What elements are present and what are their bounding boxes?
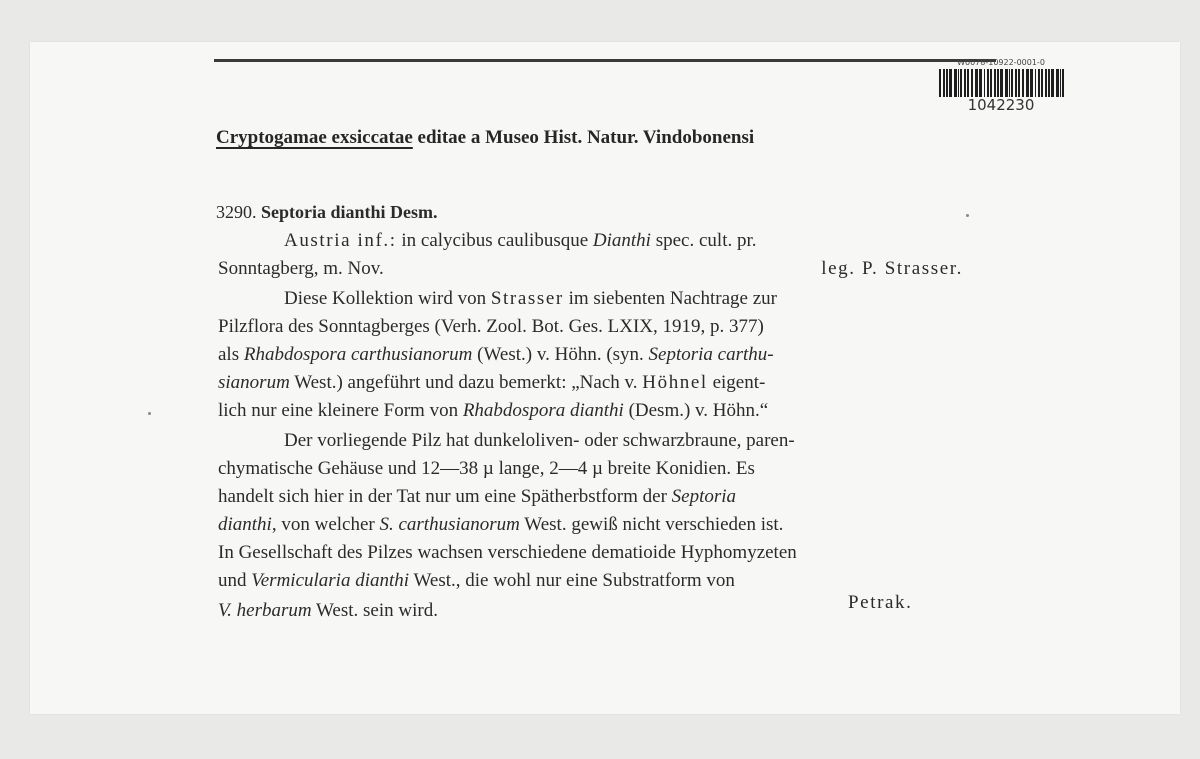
barcode-bar: [990, 69, 992, 97]
text-line-3: Diese Kollektion wird von Strasser im siebenten Nachtrage zur: [284, 288, 777, 309]
barcode-bar: [1000, 69, 1003, 97]
barcode-bar: [1009, 69, 1010, 97]
barcode-bar: [1026, 69, 1029, 97]
text-line-14: V. herbarum West. sein wird.: [218, 600, 438, 621]
barcode-bar: [1035, 69, 1036, 97]
barcode-bar: [1048, 69, 1050, 97]
barcode-bar: [1022, 69, 1024, 97]
barcode-bar: [964, 69, 966, 97]
collector: leg. P. Strasser.: [821, 258, 963, 279]
barcode-bar: [939, 69, 941, 97]
entry-number: 3290.: [216, 202, 257, 222]
paper-speck: [966, 214, 969, 217]
text-line-5: als Rhabdospora carthusianorum (West.) v. Höhn. (syn. Septoria carthu-: [218, 344, 774, 365]
author-signature: Petrak.: [848, 592, 913, 613]
text-line-8: Der vorliegende Pilz hat dunkeloliven- oder schwarzbraune, paren-: [284, 430, 795, 451]
barcode-bar: [1005, 69, 1008, 97]
barcode-bar: [954, 69, 957, 97]
barcode-bar: [997, 69, 999, 97]
top-rule: [214, 59, 996, 62]
text-line-7: lich nur eine kleinere Form von Rhabdospora dianthi (Desm.) v. Höhn.“: [218, 400, 769, 421]
barcode-bar: [1038, 69, 1040, 97]
barcode-bar: [967, 69, 969, 97]
text-line-11: dianthi, von welcher S. carthusianorum West. gewiß nicht verschieden ist.: [218, 514, 784, 535]
heading-rest: editae a Museo Hist. Natur. Vindobonensi: [412, 127, 755, 148]
barcode-bar: [994, 69, 996, 97]
heading-underlined: Cryptogamae exsiccatae: [216, 127, 413, 148]
barcode-bar: [984, 69, 985, 97]
barcode-bar: [979, 69, 982, 97]
text-line-2: Sonntagberg, m. Nov. leg. P. Strasser.: [218, 256, 963, 282]
text-line-9: chymatische Gehäuse und 12—38 µ lange, 2—4 µ breite Konidien. Es: [218, 458, 755, 479]
barcode-bar: [987, 69, 989, 97]
species-title: [216, 202, 438, 223]
barcode-block: [932, 58, 1070, 120]
barcode-bar: [1060, 69, 1061, 97]
barcode-image: [937, 69, 1065, 97]
barcode-bar: [949, 69, 952, 97]
barcode-bar: [1041, 69, 1043, 97]
barcode-bar: [960, 69, 962, 97]
barcode-bar: [1056, 69, 1059, 97]
barcode-bar: [943, 69, 945, 97]
barcode-bar: [1062, 69, 1064, 97]
text-line-4: Pilzflora des Sonntagberges (Verh. Zool. Bot. Ges. LXIX, 1919, p. 377): [218, 316, 764, 337]
barcode-bar: [946, 69, 948, 97]
text-line-12: In Gesellschaft des Pilzes wachsen verschiedene dematioide Hyphomyzeten: [218, 542, 797, 563]
barcode-number: 1042230: [967, 96, 1035, 114]
barcode-caption: W0078-10922-0001-0: [957, 58, 1045, 67]
label-heading: [216, 127, 754, 149]
barcode-bar: [1011, 69, 1013, 97]
barcode-bar: [1030, 69, 1033, 97]
paper-speck: [148, 412, 151, 415]
barcode-bar: [971, 69, 973, 97]
text-line-6: sianorum West.) angeführt und dazu bemerkt: „Nach v. Höhnel eigent-: [218, 372, 766, 393]
text-line-13: und Vermicularia dianthi West., die wohl nur eine Substratform von: [218, 570, 735, 591]
species-name: Septoria dianthi Desm.: [261, 202, 438, 222]
barcode-bar: [975, 69, 978, 97]
text-line-1: Austria inf.: in calycibus caulibusque Dianthi spec. cult. pr.: [284, 230, 757, 251]
barcode-bar: [1015, 69, 1017, 97]
barcode-bar: [958, 69, 959, 97]
barcode-bar: [1045, 69, 1047, 97]
barcode-bar: [1051, 69, 1054, 97]
text-line-10: handelt sich hier in der Tat nur um eine Spätherbstform der Septoria: [218, 486, 737, 507]
barcode-bar: [1018, 69, 1020, 97]
